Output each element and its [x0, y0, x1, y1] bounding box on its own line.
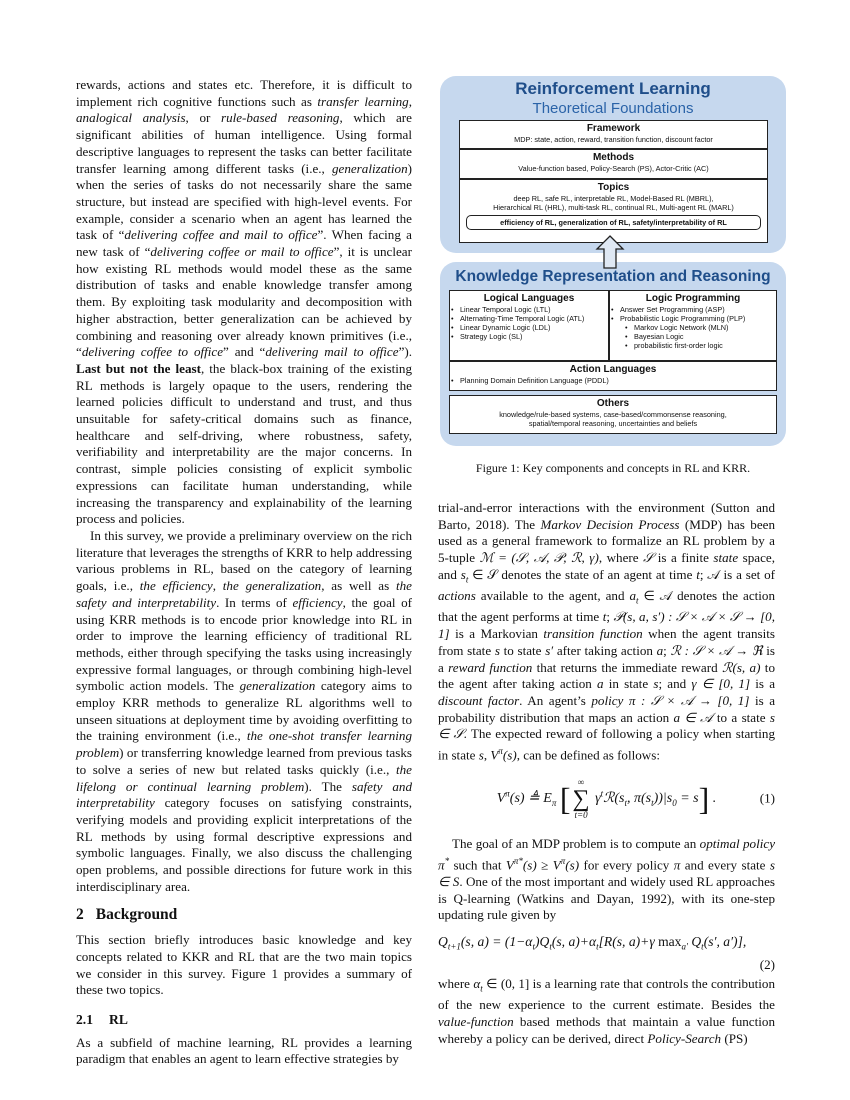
- equation-1: [438, 778, 775, 820]
- list-item: • Linear Temporal Logic (LTL): [460, 305, 608, 314]
- subsection-number: 2.1: [76, 1011, 93, 1027]
- krr-title: Knowledge Representation and Reasoning: [455, 268, 771, 285]
- logic-programming-box: [609, 290, 777, 361]
- framework-box: [459, 120, 768, 149]
- figure-caption: Figure 1: Key components and concepts in RL and KRR.: [475, 461, 751, 475]
- topics-text-2: Hierarchical RL (HRL), multi-task RL, continual RL, Multi-agent RL (MARL): [493, 203, 734, 213]
- figure-1: [440, 76, 786, 446]
- subsection-title: RL: [109, 1011, 128, 1027]
- section-title: Background: [95, 906, 178, 924]
- list-item: • Strategy Logic (SL): [460, 332, 608, 341]
- list-item: • probabilistic first-order logic: [634, 341, 776, 350]
- list-item: • Planning Domain Definition Language (PDDL): [460, 376, 776, 385]
- section-number: 2: [76, 906, 84, 924]
- logic-programming-list: [610, 305, 776, 350]
- action-languages-heading: Action Languages: [569, 364, 657, 375]
- paragraph-learning-rate: where $\alpha_t$ ∈ (0, 1] is a learning rate that controls the contribution of the new experience to the current estimate. Besides the value-function based methods that maintain a value function whereby a policy can be derived, direct Policy-Search (PS): [438, 976, 775, 1046]
- action-languages-list: [450, 376, 776, 385]
- rl-subtitle: Theoretical Foundations: [532, 100, 694, 117]
- right-column: [438, 500, 775, 1048]
- framework-text: MDP: state, action, reward, transition function, discount factor: [514, 135, 713, 144]
- list-item: • Bayesian Logic: [634, 332, 776, 341]
- subsection-heading-rl: [76, 1012, 412, 1029]
- list-item: • Linear Dynamic Logic (LDL): [460, 323, 608, 332]
- section-heading-background: [76, 907, 412, 924]
- methods-text: Value-function based, Policy-Search (PS), Actor-Critic (AC): [518, 164, 709, 173]
- paragraph-intro: rewards, actions and states etc. Therefore, it is difficult to implement rich cognitive functions such as transfer learning, analogical analysis, or rule-based reasoning, which are significant abilities of human intelligence. Using formal descriptive languages to represent the tasks can better facilitate transfer learning among different tasks (i.e., generalization) when the series of tasks do not necessarily share the same structure, but instead are specified with high-level events. For example, consider a scenario when an agent has learned the task of “delivering coffee and mail to office”. When facing a new task of “delivering coffee or mail to office”, it is unclear how existing RL methods would model these as the same distribution of tasks and enable knowledge transfer among them. By exploiting task modularity and decomposition with higher abstraction, better generalization can be achieved by combining and reasoning over already known primitives (i.e., “delivering coffee to office” and “delivering mail to office”). Last but not the least, the black-box training of the existing RL methods is largely opaque to the users, rendering the learned policies difficult to understand and trust, and thus unsuitable for safety-critical domains such as finance, healthcare and self-driving, where robustness, safety, verifiability and interpretability are the major concerns. In contrast, simple policies consisting of explicit symbolic expressions can facilitate human understanding, while increasing the transparency and explainability of the learning process and policies.: [76, 77, 413, 527]
- list-item: • Answer Set Programming (ASP): [620, 305, 776, 314]
- logical-languages-heading: Logical Languages: [483, 293, 575, 304]
- list-item: • Markov Logic Network (MLN): [634, 323, 776, 332]
- others-heading: Others: [596, 398, 630, 409]
- others-box: [449, 395, 777, 434]
- methods-heading: Methods: [592, 152, 635, 163]
- logical-languages-box: [449, 290, 609, 361]
- up-arrow-icon: [595, 234, 625, 270]
- logical-languages-list: [450, 305, 608, 341]
- paragraph-rl: As a subfield of machine learning, RL provides a learning paradigm that enables an agent to learn effective strategies by: [76, 1034, 412, 1067]
- paragraph-background: This section briefly introduces basic knowledge and key concepts related to KKR and RL that are the two main topics we consider in this survey. Figure 1 provides a summary of these two topics.: [76, 932, 412, 998]
- others-text-2: spatial/temporal reasoning, uncertainties and beliefs: [528, 419, 698, 429]
- action-languages-box: [449, 361, 777, 391]
- equation-2: $Q_{t+1}(s$, $a) = (1-\alpha_t)Q_t(s$, $a)+\alpha_t[R(s$, a)+γ $\max_{a'} Q_t(s'$, a′)],: [438, 934, 747, 952]
- paragraph-survey: In this survey, we provide a preliminary overview on the rich literature that leverages the strengths of KRR to help addressing various problems in RL, based on the category of learning goals, i.e., the efficiency, the generalization, as well as the safety and interpretability. In terms of efficiency, the goal of using KRR methods is to encode prior knowledge into RL in order to improve the learning efficiency of traditional RL methods, either through specifying the tasks using increasingly expressive formal languages, or through combining high-level symbolic action models. The generalization category aims to employ KRR methods to generalize RL algorithms well to unseen situations at deployment time by avoiding overfitting to the training environment (i.e., the one-shot transfer learning problem) or transferring knowledge learned from previous tasks to solve a series of new but related tasks quickly (i.e., the lifelong or continual learning problem). The safety and interpretability category focuses on satisfying constraints, verifying models and providing explicit interpretations of the RL methods by using formal descriptive expressions and symbolic languages. Finally, we also discuss the challenging open problems, and possible directions for future work in this interdisciplinary area.: [76, 527, 413, 894]
- paragraph-goal: The goal of an MDP problem is to compute an optimal policy π* such that $V^{\pi*}(s) \ge V^\pi(s)$ for every policy π and every state s ∈ S. One of the most important and widely used RL approaches is Q-learning (Watkins and Dayan, 1992), with its one-step updating rule given by: [438, 836, 776, 923]
- paragraph-mdp: trial-and-error interactions with the environment (Sutton and Barto, 2018). The Markov Decision Process (MDP) has been used as a general framework to formalize an RL problem by a 5-tuple ℳ = (𝒮, 𝒜, 𝒫, ℛ, γ), where 𝒮 is a finite state space, and $s_t$ ∈ 𝒮 denotes the state of an agent at time t; 𝒜 is a set of actions available to the agent, and $a_t$ ∈ 𝒜 denotes the action that the agent performs at time t; 𝒫(s, a, s′) : 𝒮 × 𝒜 × 𝒮 → [0, 1] is a Markovian transition function when the agent transits from state s to state s′ after taking action a; ℛ : 𝒮 × 𝒜 → ℜ is a reward function that returns the immediate reward ℛ(s, a) to the agent after taking action a in state s; and γ ∈ [0, 1] is a discount factor. An agent’s policy π : 𝒮 × 𝒜 → [0, 1] is a probability distribution that maps an action a ∈ 𝒜 to a state s ∈ 𝒮. The expected reward of following a policy when starting in state s, $V^\pi(s)$, can be defined as follows:: [438, 500, 776, 763]
- topics-heading: Topics: [597, 182, 630, 193]
- equation-2-number: (2): [759, 957, 775, 973]
- rl-title: Reinforcement Learning: [515, 79, 711, 98]
- equation-1-body: $V^\pi(s)$ ≜ $E_\pi$ [ ∞ ∑ t=0 $\gamma^tℛ(s_t$, $\pi(s_t))|s_0 = s$] .: [496, 777, 717, 821]
- topics-text-1: deep RL, safe RL, interpretable RL, Model-Based RL (MBRL),: [513, 194, 714, 203]
- methods-box: [459, 149, 768, 179]
- framework-heading: Framework: [586, 123, 641, 134]
- list-item: • Probabilistic Logic Programming (PLP): [620, 314, 776, 323]
- topics-goal-box: efficiency of RL, generalization of RL, safety/interpretability of RL: [466, 215, 761, 230]
- logic-programming-heading: Logic Programming: [645, 293, 741, 304]
- equation-1-number: (1): [759, 790, 775, 806]
- others-text-1: knowledge/rule-based systems, case-based/commonsense reasoning,: [499, 410, 727, 419]
- list-item: • Alternating-Time Temporal Logic (ATL): [460, 314, 608, 323]
- left-column: [76, 77, 412, 1068]
